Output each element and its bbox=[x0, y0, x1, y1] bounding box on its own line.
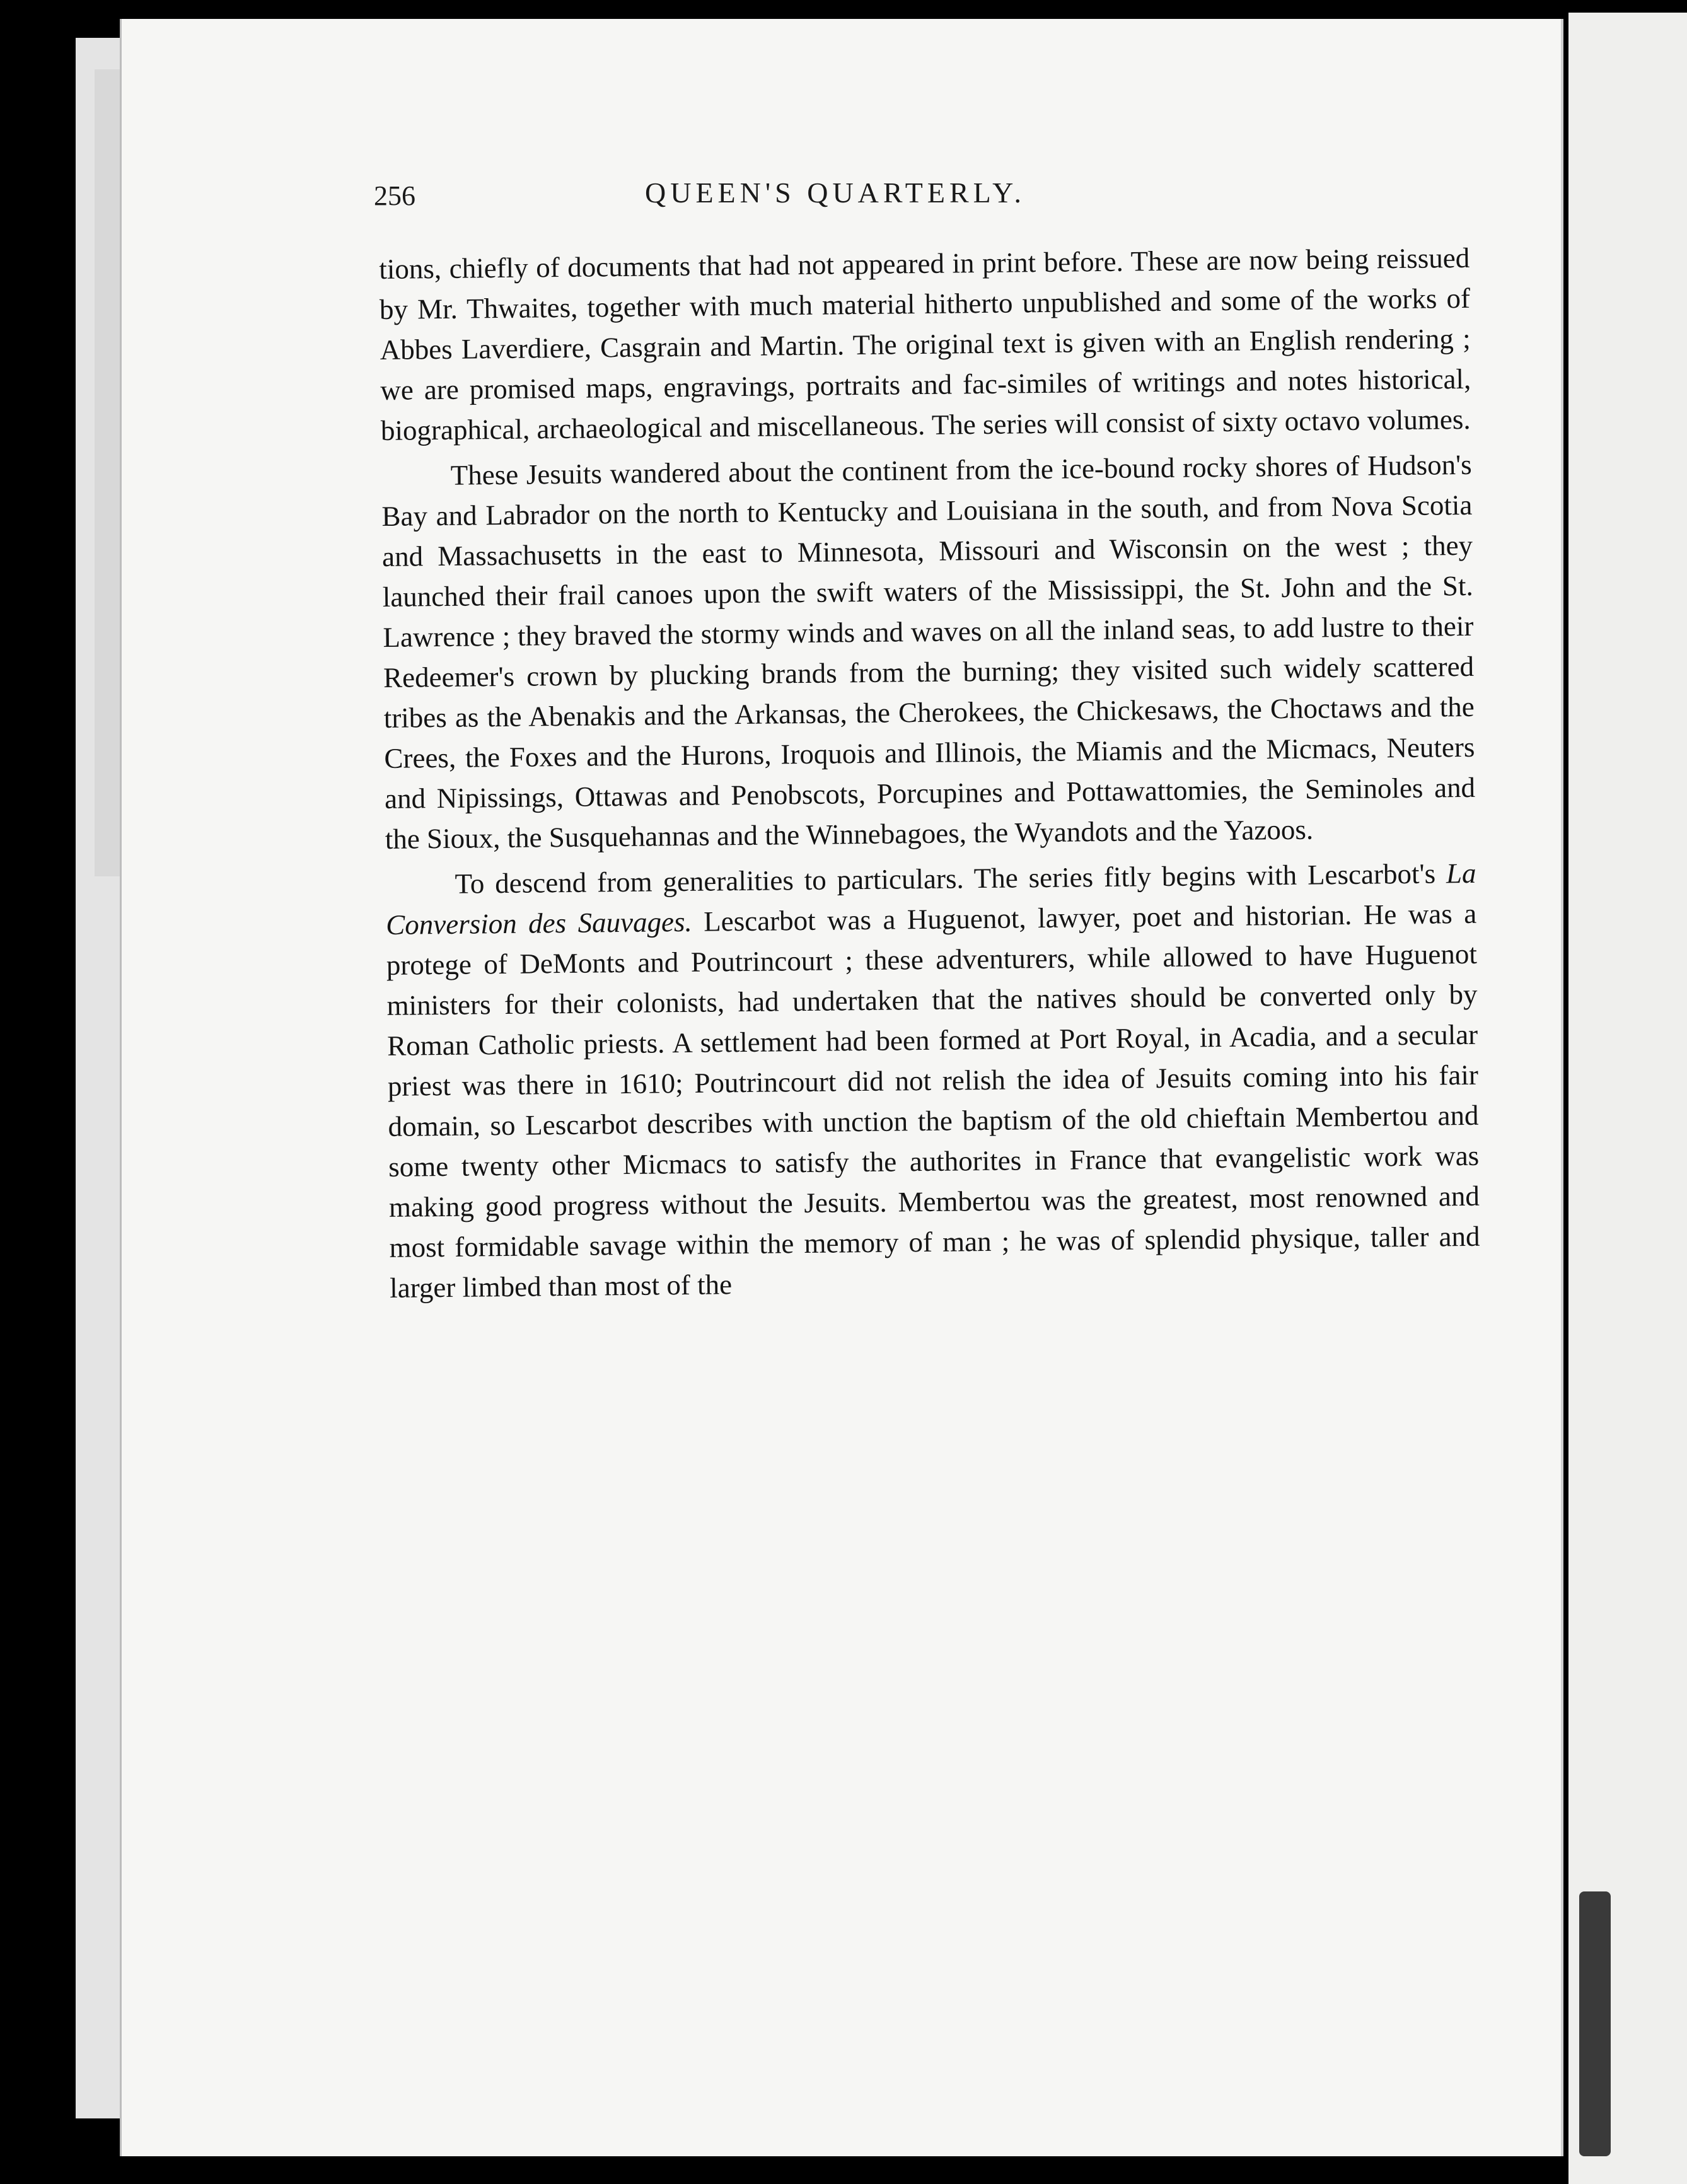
paragraph-3 bbox=[385, 853, 1480, 1308]
running-head: QUEEN'S QUARTERLY. bbox=[645, 177, 1026, 209]
page-header bbox=[122, 177, 1565, 230]
binding-tear bbox=[1579, 1891, 1611, 2156]
facing-page-edge bbox=[1568, 13, 1687, 2184]
book-title: La Conversion des Sauvages. bbox=[385, 857, 1476, 941]
paragraph-1: tions, chiefly of documents that had not appeared in print before. These are now being reissued by Mr. Thwaites, together with much material hitherto unpublished and some of the works of Abbes Laverdiere, Casgrain and Martin. The original text is given with an English rendering ; we are promised maps, engravings, portraits and fac-similes of writings and notes historical, biographical, archaeological and miscellaneous. The series will consist of sixty octavo volumes. bbox=[379, 241, 1471, 446]
paragraph-3-rest: Lescarbot was a Huguenot, lawyer, poet and historian. He was a protege of DeMonts and Poutrincourt ; these adventurers, while allowed to have Huguenot ministers for their colonists, had undertaken that the natives should be converted only by Roman Catholic priests. A settlement had been formed at Port Royal, in Acadia, and a secular priest was there in 1610; Poutrincourt did not relish the idea of Jesuits coming into his fair domain, so Lescarbot describes with unction the baptism of the old chieftain Membertou and some twenty other Micmacs to satisfy the authorites in France that evangelistic work was making good progress without the Jesuits. Membertou was the greatest, most renowned and most formidable savage within the memory of man ; he was of splendid physique, taller and larger limbed than most of the bbox=[386, 897, 1480, 1304]
page-number: 256 bbox=[374, 180, 415, 211]
document-page bbox=[120, 19, 1563, 2156]
article-body bbox=[379, 238, 1481, 1313]
paragraph-3-lead: To descend from generalities to particulars. The series fitly begins with Lescarbot's bbox=[455, 857, 1447, 900]
paragraph-2: These Jesuits wandered about the continent from the ice-bound rocky shores of Hudson's Bay and Labrador on the north to Kentucky and Louisiana in the south, and from Nova Scotia and Massachusetts in the east to Minnesota, Missouri and Wisconsin on the west ; they launched their frail canoes upon the swift waters of the Mississippi, the St. John and the St. Lawrence ; they braved the stormy winds and waves on all the inland seas, to add lustre to their Redeemer's crown by plucking brands from the burning; they visited such widely scattered tribes as the Abenakis and the Arkansas, the Cherokees, the Chickesaws, the Choctaws and the Crees, the Foxes and the Hurons, Iroquois and Illinois, the Miamis and the Micmacs, Neuters and Nipissings, Ottawas and Penobscots, Porcupines and Pottawattomies, the Seminoles and the Sioux, the Susquehannas and the Winnebagoes, the Wyandots and the Yazoos. bbox=[381, 448, 1476, 855]
